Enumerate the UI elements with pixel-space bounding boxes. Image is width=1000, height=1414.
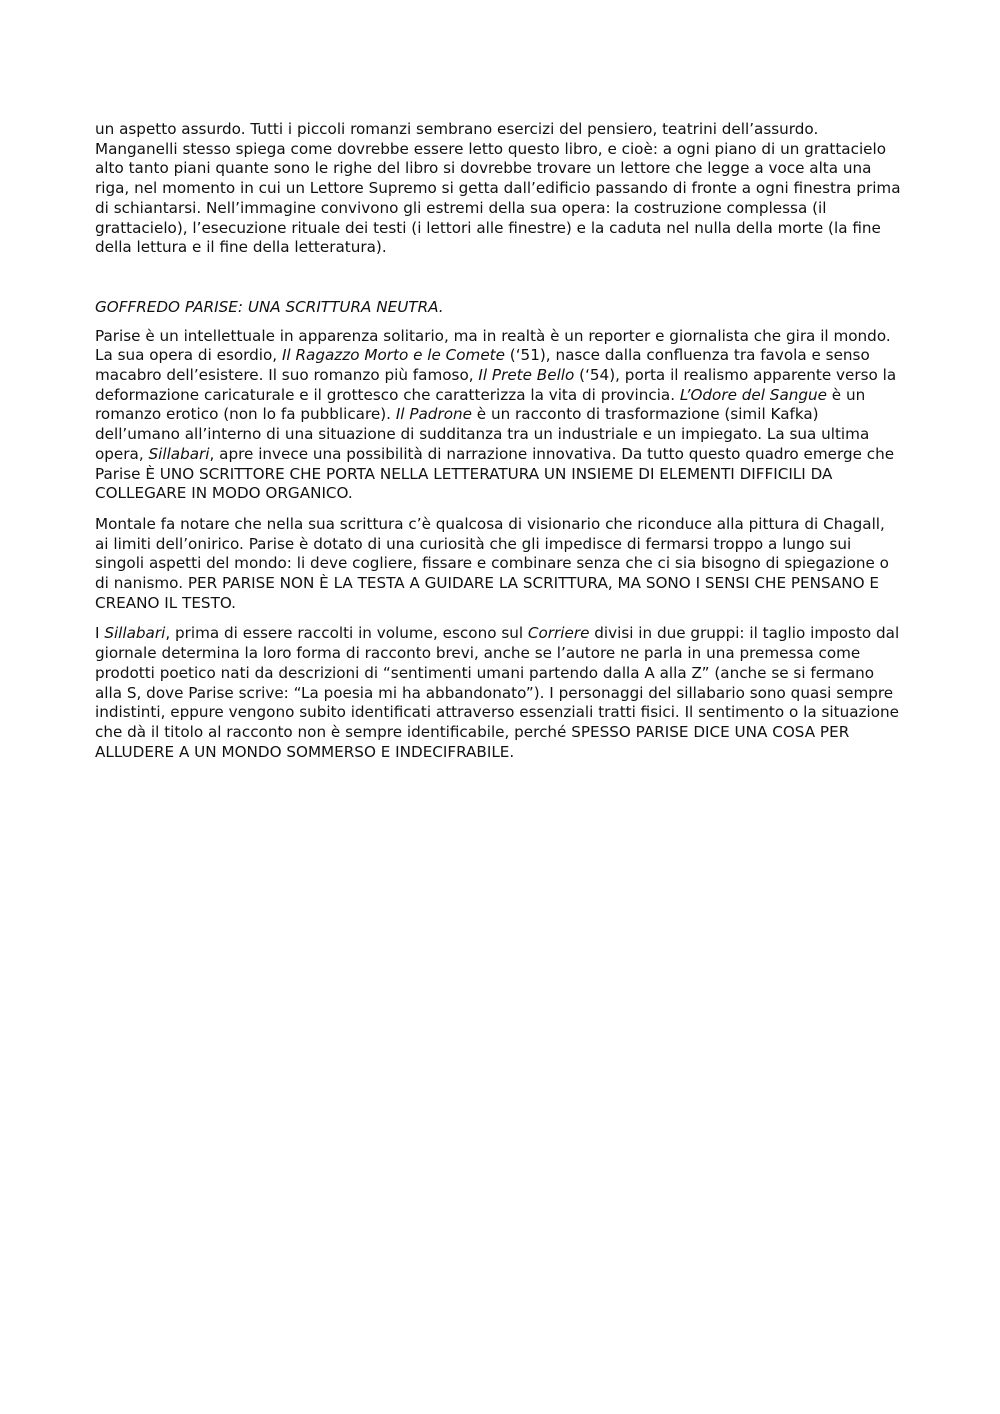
work-title-sillabari: Sillabari bbox=[104, 624, 166, 643]
text-span: , prima di essere raccolti in volume, escono sul bbox=[165, 624, 528, 643]
text-span: (‘51), nasce dalla confluenza tra favola e senso macabro dell’esistere. Il suo romanzo più famoso, bbox=[95, 346, 870, 385]
paragraph-parise-works bbox=[95, 327, 903, 504]
work-title-prete-bello: Il Prete Bello bbox=[478, 366, 575, 385]
text-span: I bbox=[95, 624, 105, 643]
paragraph-sillabari bbox=[95, 624, 903, 762]
text-span: divisi in due gruppi: il taglio imposto dal giornale determina la loro forma di racconto brevi, anche se l’autore ne parla in una premessa come prodotti poetico nati da descrizioni di “sentimenti umani partendo dalla A alla Z” (anche se si fermano alla S, dove Parise scrive: “La poesia mi ha abbandonato”). I personaggi del sillabario sono quasi sempre indistinti, eppure vengono subito identificati attraverso essenziali tratti fisici. Il sentimento o la situazione che dà il titolo al racconto non è sempre identificabile, perché SPESSO PARISE DICE UNA COSA PER ALLUDERE A UN MONDO SOMMERSO E INDECIFRABILE. bbox=[95, 624, 900, 761]
work-title-odore-sangue: L’Odore del Sangue bbox=[679, 385, 827, 404]
work-title-padrone: Il Padrone bbox=[395, 405, 472, 424]
document-page bbox=[95, 120, 903, 773]
text-span: è un racconto di trasformazione (simil Kafka) dell’umano all’interno di una situazione di sudditanza tra un industriale e un impiegato. La sua ultima opera, bbox=[95, 405, 870, 463]
section-heading: GOFFREDO PARISE: UNA SCRITTURA NEUTRA. bbox=[95, 297, 444, 316]
text-span: Parise è un intellettuale in apparenza solitario, ma in realtà è un reporter e giornalista che gira il mondo. La sua opera di esordio, bbox=[95, 326, 891, 365]
text-span: , apre invece una possibilità di narrazione innovativa. Da tutto questo quadro emerge che Parise È UNO SCRITTORE CHE PORTA NELLA LETTERATURA UN INSIEME DI ELEMENTI DIFFICILI DA COLLEGARE IN MODO ORGANICO. bbox=[95, 444, 895, 503]
paragraph-montale: Montale fa notare che nella sua scrittura c’è qualcosa di visionario che riconduce alla pittura di Chagall, ai limiti dell’onirico. Parise è dotato di una curiosità che gli impedisce di fermarsi troppo a lungo sui singoli aspetti del mondo: li deve cogliere, fissare e combinare senza che ci sia bisogno di spiegazione o di nanismo. PER PARISE NON È LA TESTA A GUIDARE LA SCRITTURA, MA SONO I SENSI CHE PENSANO E CREANO IL TESTO. bbox=[95, 514, 889, 612]
work-title-ragazzo-morto: Il Ragazzo Morto e le Comete bbox=[281, 346, 505, 365]
text-span: (‘54), porta il realismo apparente verso la deformazione caricaturale e il grottesco che caratterizza la vita di provincia. bbox=[95, 366, 897, 404]
text-span: è un romanzo erotico (non lo fa pubblicare). bbox=[95, 385, 866, 424]
newspaper-title-corriere: Corriere bbox=[527, 624, 590, 643]
continuation-paragraph: un aspetto assurdo. Tutti i piccoli romanzi sembrano esercizi del pensiero, teatrini dell’assurdo. Manganelli stesso spiega come dovrebbe essere letto questo libro, e cioè: a ogni piano di un grattacielo alto tanto piani quante sono le righe del libro si dovrebbe trovare un lettore che legge a voce alta una riga, nel momento in cui un Lettore Supremo si getta dall’edificio passando di fronte a ogni finestra prima di schiantarsi. Nell’immagine convivono gli estremi della sua opera: la costruzione complessa (il grattacielo), l’esecuzione rituale dei testi (i lettori alle finestre) e la caduta nel nulla della morte (la fine della lettura e il fine della letteratura). bbox=[95, 120, 901, 257]
work-title-sillabari: Sillabari bbox=[148, 444, 210, 463]
